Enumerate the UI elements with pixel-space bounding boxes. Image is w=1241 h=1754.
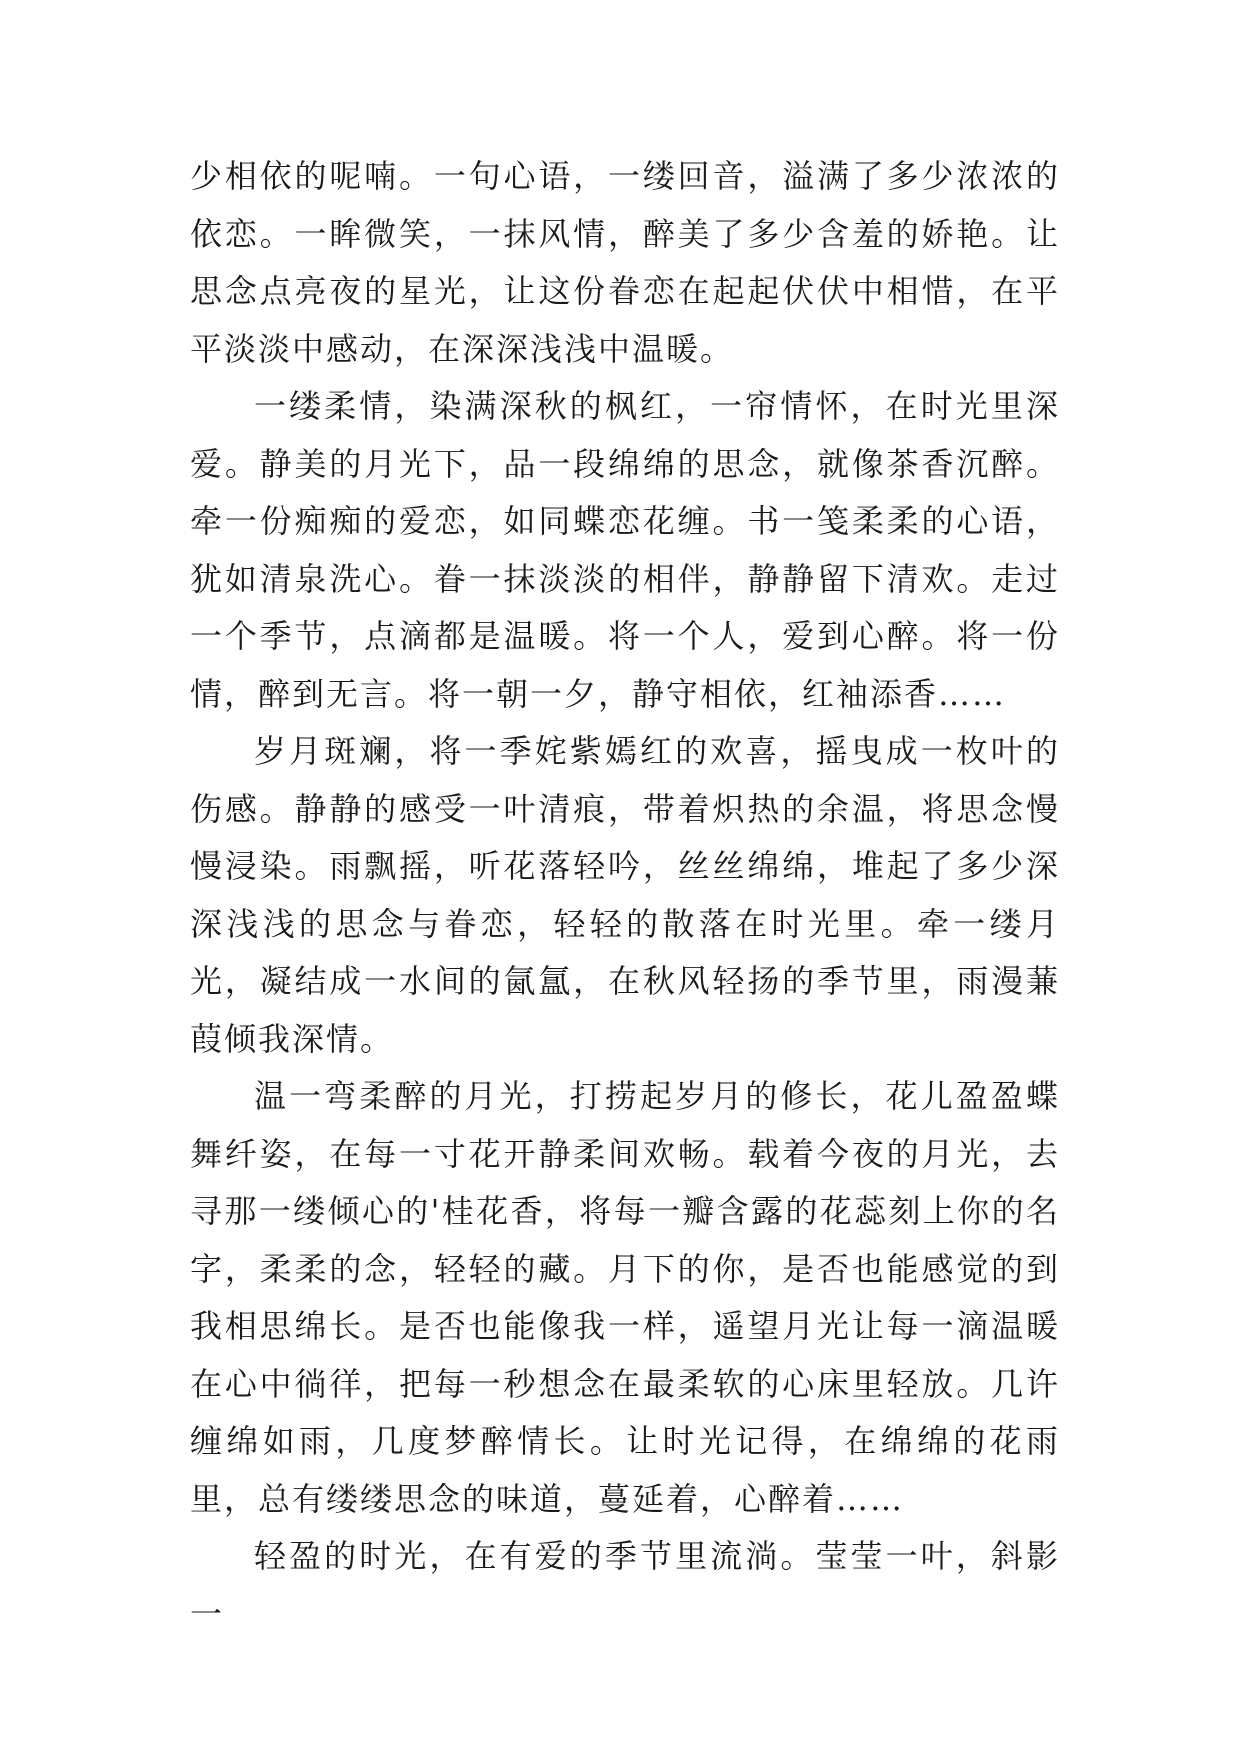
document-body <box>190 148 1060 1643</box>
paragraph-3: 岁月斑斓，将一季姹紫嫣红的欢喜，摇曳成一枚叶的伤感。静静的感受一叶清痕，带着炽热的余温，将思念慢慢浸染。雨飘摇，听花落轻吟，丝丝绵绵，堆起了多少深深浅浅的思念与眷恋，轻轻的散落在时光里。牵一缕月光，凝结成一水间的氤氲，在秋风轻扬的季节里，雨漫蒹葭倾我深情。 <box>190 732 1060 1058</box>
paragraph-1: 少相依的呢喃。一句心语，一缕回音，溢满了多少浓浓的依恋。一眸微笑，一抹风情，醉美了多少含羞的娇艳。让思念点亮夜的星光，让这份眷恋在起起伏伏中相惜，在平平淡淡中感动，在深深浅浅中温暖。 <box>190 157 1060 368</box>
paragraph-4: 温一弯柔醉的月光，打捞起岁月的修长，花儿盈盈蝶舞纤姿，在每一寸花开静柔间欢畅。载着今夜的月光，去寻那一缕倾心的'桂花香，将每一瓣含露的花蕊刻上你的名字，柔柔的念，轻轻的藏。月下的你，是否也能感觉的到我相思绵长。是否也能像我一样，遥望月光让每一滴温暖在心中徜徉，把每一秒想念在最柔软的心床里轻放。几许缠绵如雨，几度梦醉情长。让时光记得，在绵绵的花雨里，总有缕缕思念的味道，蔓延着，心醉着…… <box>190 1077 1060 1518</box>
paragraph-2: 一缕柔情，染满深秋的枫红，一帘情怀，在时光里深爱。静美的月光下，品一段绵绵的思念，就像茶香沉醉。牵一份痴痴的爱恋，如同蝶恋花缠。书一笺柔柔的心语，犹如清泉洗心。眷一抹淡淡的相伴，静静留下清欢。走过一个季节，点滴都是温暖。将一个人，爱到心醉。将一份情，醉到无言。将一朝一夕，静守相依，红袖添香…… <box>190 387 1060 713</box>
paragraph-5: 轻盈的时光，在有爱的季节里流淌。莹莹一叶，斜影一 <box>190 1537 1060 1633</box>
